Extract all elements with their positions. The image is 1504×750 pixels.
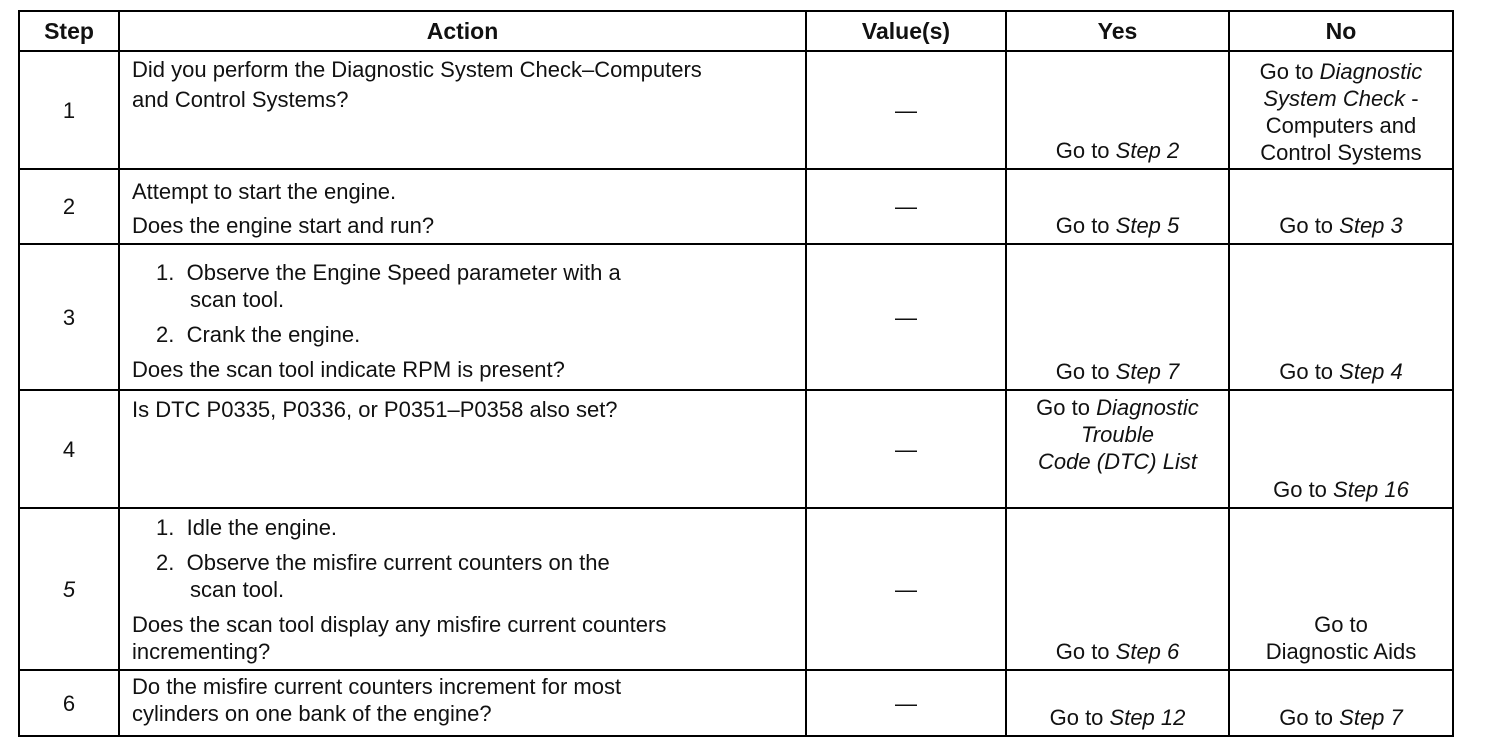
step-link: Step 4 — [1339, 359, 1403, 384]
no-cell — [1229, 390, 1453, 508]
list-text: Observe the misfire current counters on the — [186, 550, 610, 575]
value-cell: — — [806, 670, 1006, 736]
list-text: scan tool. — [190, 287, 285, 312]
yes-cell — [1006, 670, 1229, 736]
yes-cell — [1006, 508, 1229, 670]
no-cell — [1229, 244, 1453, 390]
step-number: 2 — [19, 169, 119, 244]
list-text: Observe the Engine Speed parameter with a — [186, 260, 621, 285]
value-cell: — — [806, 169, 1006, 244]
no-cell — [1229, 508, 1453, 670]
no-cell — [1229, 51, 1453, 169]
step-number: 1 — [19, 51, 119, 169]
yes-cell — [1006, 244, 1229, 390]
step-link: Step 2 — [1115, 138, 1180, 163]
no-cell — [1229, 670, 1453, 736]
action-question: incrementing? — [132, 639, 271, 664]
go-to-text: Go to — [1259, 59, 1320, 84]
step-number: 4 — [19, 390, 119, 508]
value-cell: — — [806, 51, 1006, 169]
list-text: Idle the engine. — [186, 515, 338, 540]
action-question: Does the scan tool display any misfire current counters — [132, 612, 667, 637]
go-to-text: Go to — [1055, 639, 1116, 664]
list-item — [132, 321, 797, 348]
table-row — [19, 508, 1453, 670]
link-text: Computers and — [1265, 113, 1417, 138]
value-cell: — — [806, 508, 1006, 670]
go-to-text: Go to — [1279, 705, 1340, 730]
step-link: Step 5 — [1115, 213, 1180, 238]
action-question: Does the scan tool indicate RPM is present? — [132, 357, 565, 382]
header-step: Step — [19, 11, 119, 51]
action-text: and Control Systems? — [132, 87, 349, 112]
action-cell — [119, 244, 806, 390]
go-to-text: Go to — [1055, 213, 1116, 238]
list-item — [132, 259, 797, 313]
no-cell — [1229, 169, 1453, 244]
link-text: Control Systems — [1260, 140, 1422, 165]
table-row — [19, 244, 1453, 390]
action-text: Attempt to start the engine. — [132, 179, 397, 204]
action-question: Do the misfire current counters increment for most — [132, 674, 622, 699]
action-cell — [119, 670, 806, 736]
step-number: 5 — [19, 508, 119, 670]
dtc-link: Diagnostic — [1096, 395, 1199, 420]
diagnostic-link: Diagnostic — [1319, 59, 1423, 84]
table-row — [19, 390, 1453, 508]
action-cell — [119, 169, 806, 244]
step-link: Step 16 — [1333, 477, 1409, 502]
go-to-text: Go to — [1055, 138, 1116, 163]
header-yes: Yes — [1006, 11, 1229, 51]
go-to-text: Go to — [1314, 612, 1368, 637]
header-values: Value(s) — [806, 11, 1006, 51]
action-question: Does the engine start and run? — [132, 213, 435, 238]
go-to-text: Go to — [1279, 213, 1340, 238]
diagnostic-aids-link: Diagnostic Aids — [1265, 639, 1417, 664]
action-question: Is DTC P0335, P0336, or P0351–P0358 also set? — [132, 397, 618, 422]
list-item — [132, 514, 797, 541]
value-cell: — — [806, 390, 1006, 508]
header-no: No — [1229, 11, 1453, 51]
table-row — [19, 169, 1453, 244]
list-number: 2. — [156, 550, 175, 575]
diagnostic-table — [18, 10, 1454, 737]
dtc-link: Trouble — [1081, 422, 1154, 447]
list-number: 1. — [156, 260, 175, 285]
step-number: 6 — [19, 670, 119, 736]
value-cell: — — [806, 244, 1006, 390]
table-row — [19, 670, 1453, 736]
go-to-text: Go to — [1279, 359, 1340, 384]
go-to-text: Go to — [1036, 395, 1097, 420]
action-question: cylinders on one bank of the engine? — [132, 701, 492, 726]
yes-cell — [1006, 51, 1229, 169]
dtc-link: Code (DTC) List — [1038, 449, 1197, 474]
step-number: 3 — [19, 244, 119, 390]
yes-cell — [1006, 169, 1229, 244]
table-row — [19, 51, 1453, 169]
step-link: Step 6 — [1115, 639, 1180, 664]
step-link: Step 7 — [1339, 705, 1403, 730]
link-suffix: - — [1405, 86, 1419, 111]
go-to-text: Go to — [1049, 705, 1110, 730]
list-number: 2. — [156, 322, 175, 347]
action-cell — [119, 508, 806, 670]
step-link: Step 7 — [1115, 359, 1180, 384]
header-action: Action — [119, 11, 806, 51]
list-text: Crank the engine. — [186, 322, 361, 347]
header-row — [19, 11, 1453, 51]
step-link: Step 12 — [1109, 705, 1186, 730]
action-cell — [119, 390, 806, 508]
list-item — [132, 549, 797, 603]
list-text: scan tool. — [190, 577, 285, 602]
action-cell — [119, 51, 806, 169]
diagnostic-link: System Check — [1263, 86, 1406, 111]
action-text: Did you perform the Diagnostic System Check–Computers — [132, 57, 702, 82]
go-to-text: Go to — [1055, 359, 1116, 384]
yes-cell — [1006, 390, 1229, 508]
step-link: Step 3 — [1339, 213, 1403, 238]
go-to-text: Go to — [1273, 477, 1334, 502]
list-number: 1. — [156, 515, 175, 540]
